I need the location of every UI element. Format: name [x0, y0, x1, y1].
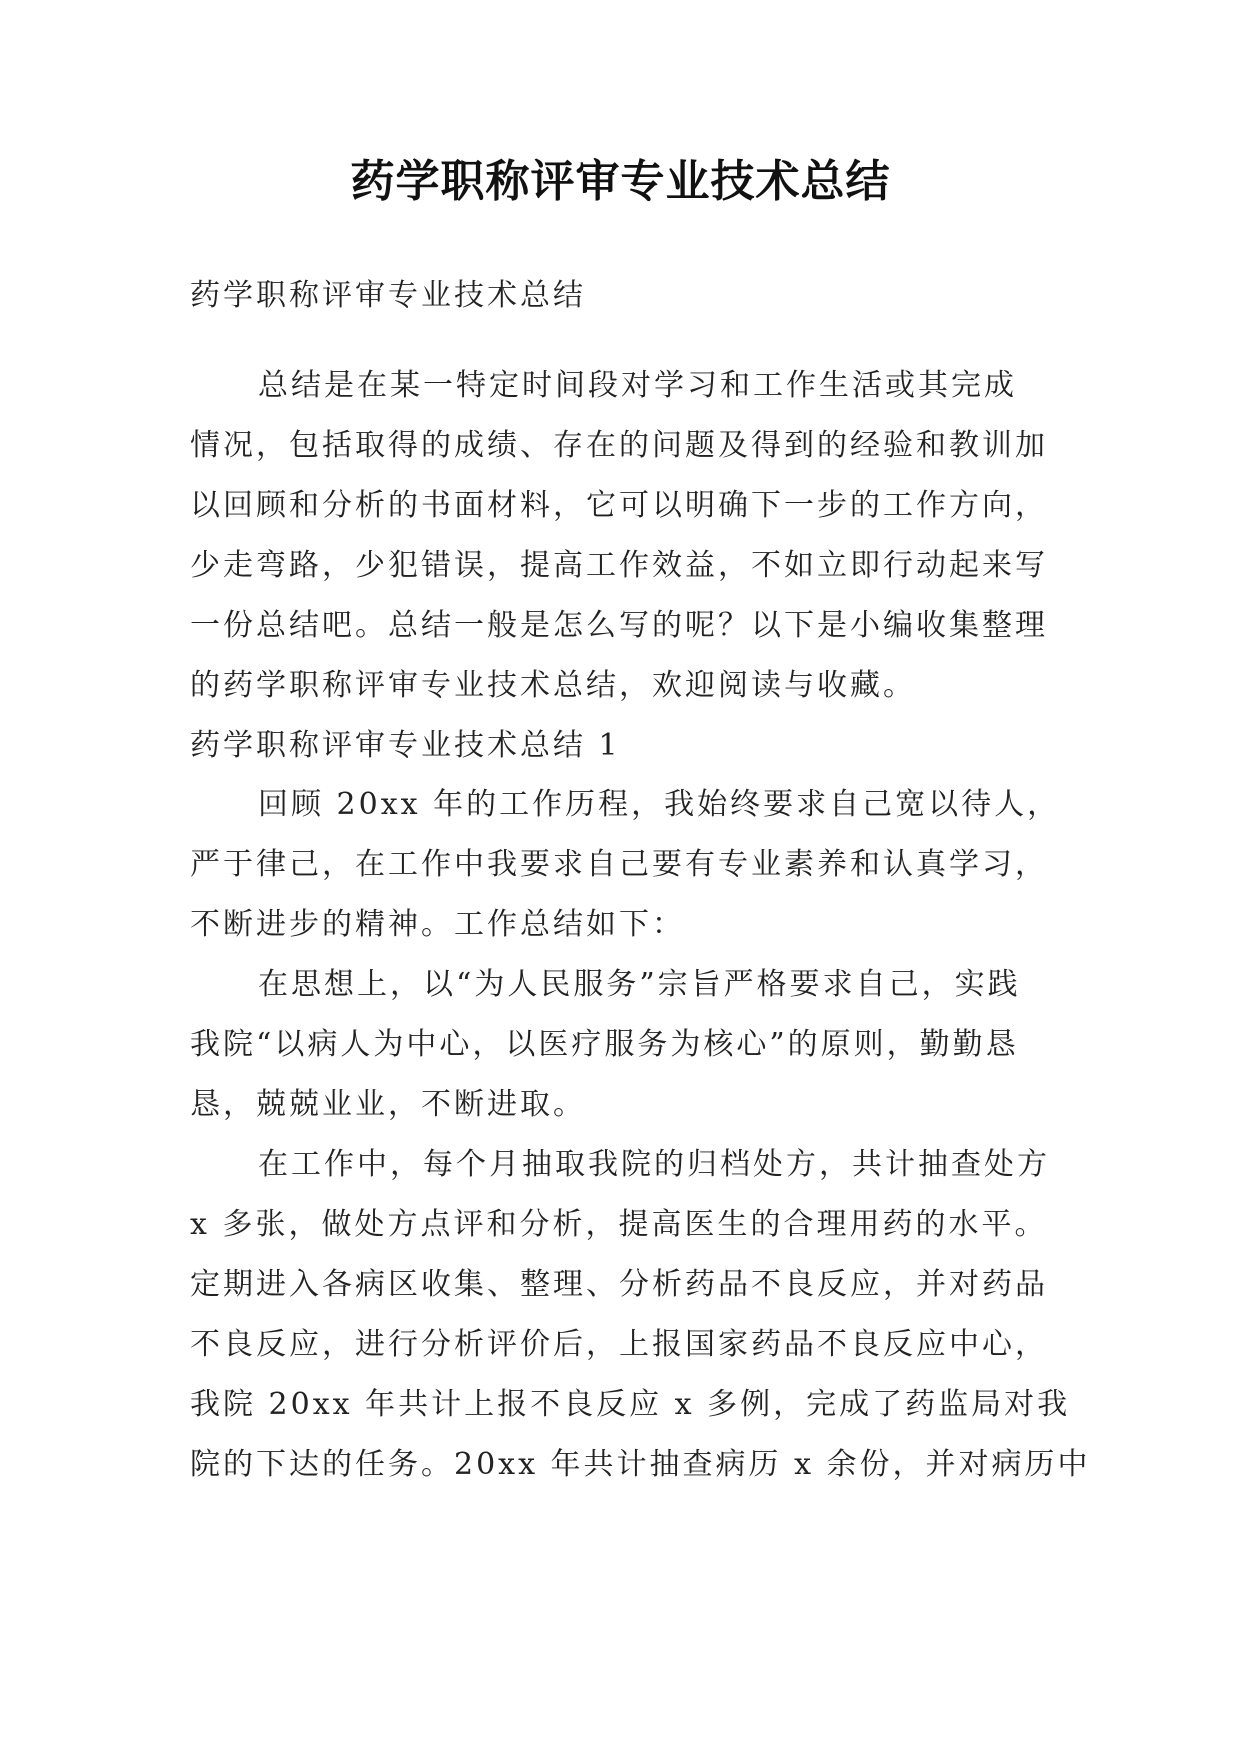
body-paragraph-3: [190, 1135, 1091, 1495]
paragraph-line: 在工作中，每个月抽取我院的归档处方，共计抽查处方: [258, 1147, 1050, 1182]
paragraph-line: 院的下达的任务。20xx 年共计抽查病历 x 余份，并对病历中: [190, 1447, 1091, 1482]
section-heading-text: 药学职称评审专业技术总结 1: [190, 728, 621, 763]
paragraph-line: 回顾 20xx 年的工作历程，我始终要求自己宽以待人，: [258, 787, 1061, 822]
subtitle-text: 药学职称评审专业技术总结: [190, 278, 586, 313]
paragraph-line: 不良反应，进行分析评价后，上报国家药品不良反应中心，: [190, 1327, 1048, 1362]
document-title: 药学职称评审专业技术总结: [350, 156, 891, 207]
paragraph-line: 定期进入各病区收集、整理、分析药品不良反应，并对药品: [190, 1267, 1048, 1302]
paragraph-line: 总结是在某一特定时间段对学习和工作生活或其完成: [258, 368, 1017, 403]
paragraph-line: 不断进步的精神。工作总结如下：: [190, 907, 685, 942]
paragraph-line: 以回顾和分析的书面材料，它可以明确下一步的工作方向，: [190, 488, 1048, 523]
document-subtitle: [190, 266, 1070, 326]
section-heading: [190, 716, 1070, 776]
paragraph-line: 在思想上，以“为人民服务”宗旨严格要求自己，实践: [258, 967, 1021, 1002]
paragraph-line: 少走弯路，少犯错误，提高工作效益，不如立即行动起来写: [190, 548, 1048, 583]
paragraph-line: 我院 20xx 年共计上报不良反应 x 多例，完成了药监局对我: [190, 1387, 1071, 1422]
paragraph-line: 的药学职称评审专业技术总结，欢迎阅读与收藏。: [190, 668, 916, 703]
intro-paragraph: [190, 356, 1070, 716]
paragraph-line: 我院“以病人为中心，以医疗服务为核心”的原则，勤勤恳: [190, 1027, 1019, 1062]
paragraph-line: 恳，兢兢业业，不断进取。: [190, 1087, 586, 1122]
paragraph-line: 情况，包括取得的成绩、存在的问题及得到的经验和教训加: [190, 428, 1048, 463]
body-paragraph-2: [190, 955, 1070, 1135]
paragraph-line: x 多张，做处方点评和分析，提高医生的合理用药的水平。: [190, 1207, 1048, 1242]
body-paragraph-1: [190, 775, 1070, 955]
paragraph-line: 严于律己，在工作中我要求自己要有专业素养和认真学习，: [190, 847, 1048, 882]
paragraph-line: 一份总结吧。总结一般是怎么写的呢？以下是小编收集整理: [190, 608, 1048, 643]
